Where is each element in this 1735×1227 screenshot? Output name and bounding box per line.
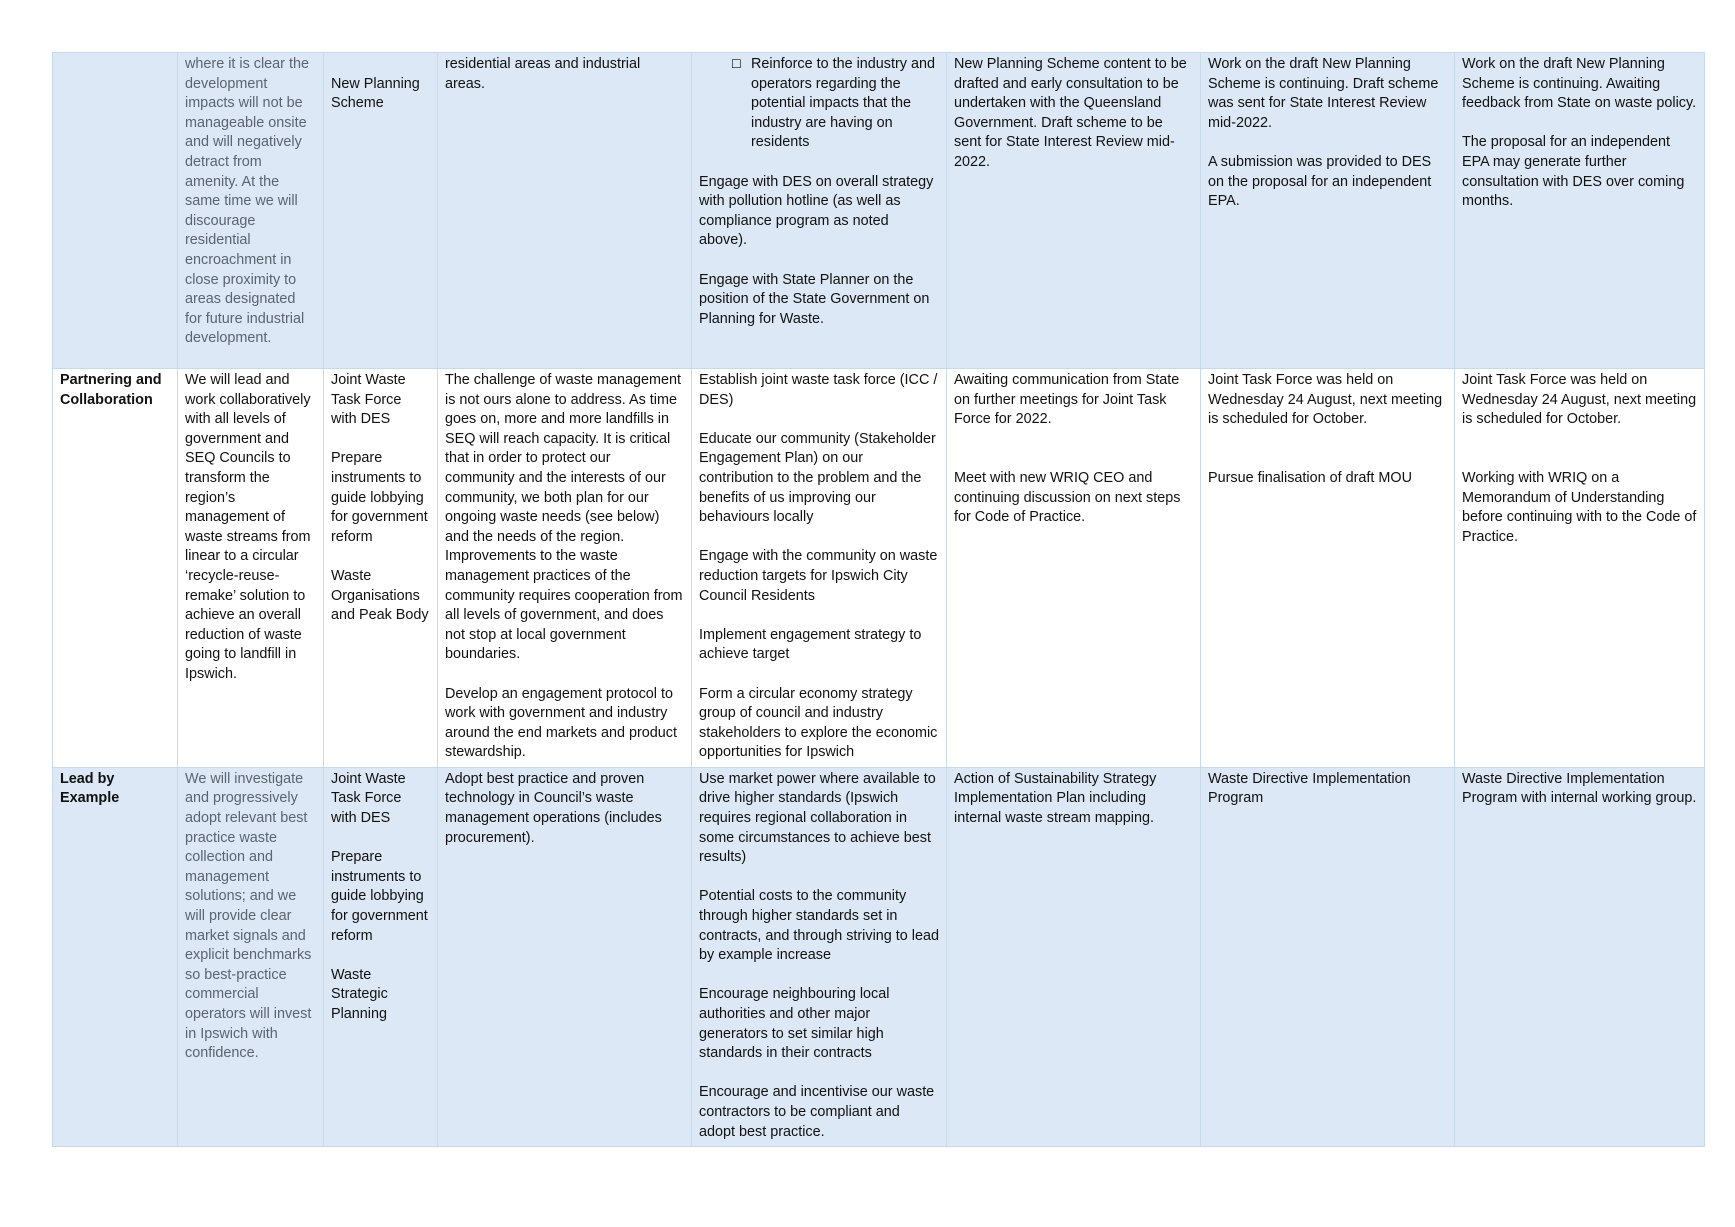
table-row — [53, 53, 1705, 369]
action-paragraph: Use market power where available to drive higher standards (Ipswich requires regional collaboration in some circumstances to achieve best results) — [699, 770, 936, 866]
action-paragraph: Potential costs to the community through higher standards set in contracts, and through striving to lead by example increase — [699, 888, 939, 964]
status-paragraph: New Planning Scheme content to be drafted and early consultation to be undertaken with the Queensland Government. Draft scheme to be sent for State Interest Review mid-2022. — [954, 56, 1187, 170]
context-paragraph: Adopt best practice and proven technology in Council’s waste management operations (includes procurement). — [445, 770, 662, 846]
checkbox-bullet-icon: ☐ — [731, 57, 742, 71]
action-paragraph: Form a circular economy strategy group of council and industry stakeholders to explore the economic opportunities for Ipswich — [699, 685, 938, 761]
status-paragraph: Joint Task Force was held on Wednesday 24 August, next meeting is scheduled for October. — [1462, 372, 1697, 428]
partner-item: Waste Strategic Planning — [331, 966, 388, 1022]
action-paragraph: Engage with the community on waste reduction targets for Ipswich City Council Residents — [699, 548, 938, 604]
partner-item: Joint Waste Task Force with DES — [331, 372, 406, 428]
status-paragraph: A submission was provided to DES on the proposal for an independent EPA. — [1208, 153, 1432, 210]
status-paragraph: Meet with new WRIQ CEO and continuing discussion on next steps for Code of Practice. — [954, 469, 1181, 526]
actions-cell — [692, 369, 947, 768]
partners-cell — [324, 53, 438, 369]
theme-cell: Partnering and Collaboration — [53, 369, 178, 768]
status-cell — [1455, 369, 1705, 768]
status-paragraph: Waste Directive Implementation Program — [1208, 770, 1411, 807]
status-paragraph: Working with WRIQ on a Memorandum of Understanding before continuing with to the Code of Practice. — [1462, 469, 1697, 545]
context-paragraph: The challenge of waste management is not ours alone to address. As time goes on, more and more landfills in SEQ will reach capacity. It is critical that in order to protect our community and the interests of our community, we both plan for our ongoing waste needs (see below) and the needs of the region. Improvements to the waste management practices of the community requires cooperation from all levels of government, and does not stop at local government boundaries. — [445, 372, 683, 663]
context-cell — [438, 369, 692, 768]
status-paragraph: Pursue finalisation of draft MOU — [1208, 469, 1412, 486]
status-cell — [947, 369, 1201, 768]
status-cell — [1201, 53, 1455, 369]
status-cell — [947, 767, 1201, 1146]
partner-item: New Planning Scheme — [331, 75, 420, 112]
context-paragraph: residential areas and industrial areas. — [445, 56, 641, 92]
action-paragraph: Engage with DES on overall strategy with pollution hotline (as well as compliance program as noted above). — [699, 173, 934, 249]
action-paragraph: Implement engagement strategy to achieve target — [699, 626, 922, 663]
status-cell — [947, 53, 1201, 369]
partner-item: Prepare instruments to guide lobbying for government reform — [331, 450, 428, 545]
action-paragraph: Educate our community (Stakeholder Engagement Plan) on our contribution to the problem and the benefits of us improving our behaviours locally — [699, 430, 936, 526]
context-paragraph: Develop an engagement protocol to work with government and industry around the end markets and product stewardship. — [445, 685, 677, 761]
status-paragraph: Work on the draft New Planning Scheme is continuing. Draft scheme was sent for State Interest Review mid-2022. — [1208, 56, 1439, 131]
table-row — [53, 369, 1705, 768]
status-paragraph: Awaiting communication from State on further meetings for Joint Task Force for 2022. — [954, 372, 1180, 428]
partners-cell — [324, 369, 438, 768]
objective-cell: where it is clear the development impacts will not be manageable onsite and will negatively detract from amenity. At the same time we will discourage residential encroachment in close proximity to areas designated for future industrial development. — [178, 53, 324, 369]
status-paragraph: Waste Directive Implementation Program with internal working group. — [1462, 770, 1697, 807]
status-cell — [1201, 369, 1455, 768]
status-paragraph: Action of Sustainability Strategy Implementation Plan including internal waste stream mapping. — [954, 770, 1157, 827]
actions-cell — [692, 53, 947, 369]
action-bullet — [699, 55, 939, 153]
status-paragraph: The proposal for an independent EPA may generate further consultation with DES over coming months. — [1462, 134, 1685, 210]
objective-cell: We will lead and work collaboratively with all levels of government and SEQ Councils to transform the region’s management of waste streams from linear to a circular ‘recycle-reuse-remake’ solution to achieve an overall reduction of waste going to landfill in Ipswich. — [178, 369, 324, 768]
objective-cell: We will investigate and progressively adopt relevant best practice waste collection and management solutions; and we will provide clear market signals and explicit benchmarks so best-practice commercial operators will invest in Ipswich with confidence. — [178, 767, 324, 1146]
theme-cell: Lead by Example — [53, 767, 178, 1146]
partner-item: Joint Waste Task Force with DES — [331, 770, 406, 827]
context-cell — [438, 767, 692, 1146]
status-cell — [1201, 767, 1455, 1146]
action-paragraph: Encourage neighbouring local authorities and other major generators to set similar high standards in their contracts — [699, 986, 890, 1062]
partner-item: Waste Organisations and Peak Body — [331, 567, 429, 624]
action-paragraph: Encourage and incentivise our waste contractors to be compliant and adopt best practice. — [699, 1084, 935, 1140]
partners-cell — [324, 767, 438, 1146]
status-cell — [1455, 767, 1705, 1146]
table-row — [53, 767, 1705, 1146]
status-cell — [1455, 53, 1705, 369]
status-paragraph: Work on the draft New Planning Scheme is continuing. Awaiting feedback from State on waste policy. — [1462, 56, 1697, 112]
theme-cell — [53, 53, 178, 369]
status-paragraph: Joint Task Force was held on Wednesday 24 August, next meeting is scheduled for October. — [1208, 372, 1443, 428]
action-paragraph: Engage with State Planner on the position of the State Government on Planning for Waste. — [699, 271, 930, 327]
action-bullet-text: Reinforce to the industry and operators regarding the potential impacts that the industry are having on residents — [751, 56, 935, 151]
actions-cell — [692, 767, 947, 1146]
partner-item: Prepare instruments to guide lobbying for government reform — [331, 849, 428, 944]
context-cell — [438, 53, 692, 369]
action-paragraph: Establish joint waste task force (ICC / DES) — [699, 372, 938, 408]
strategy-table — [52, 52, 1705, 1147]
